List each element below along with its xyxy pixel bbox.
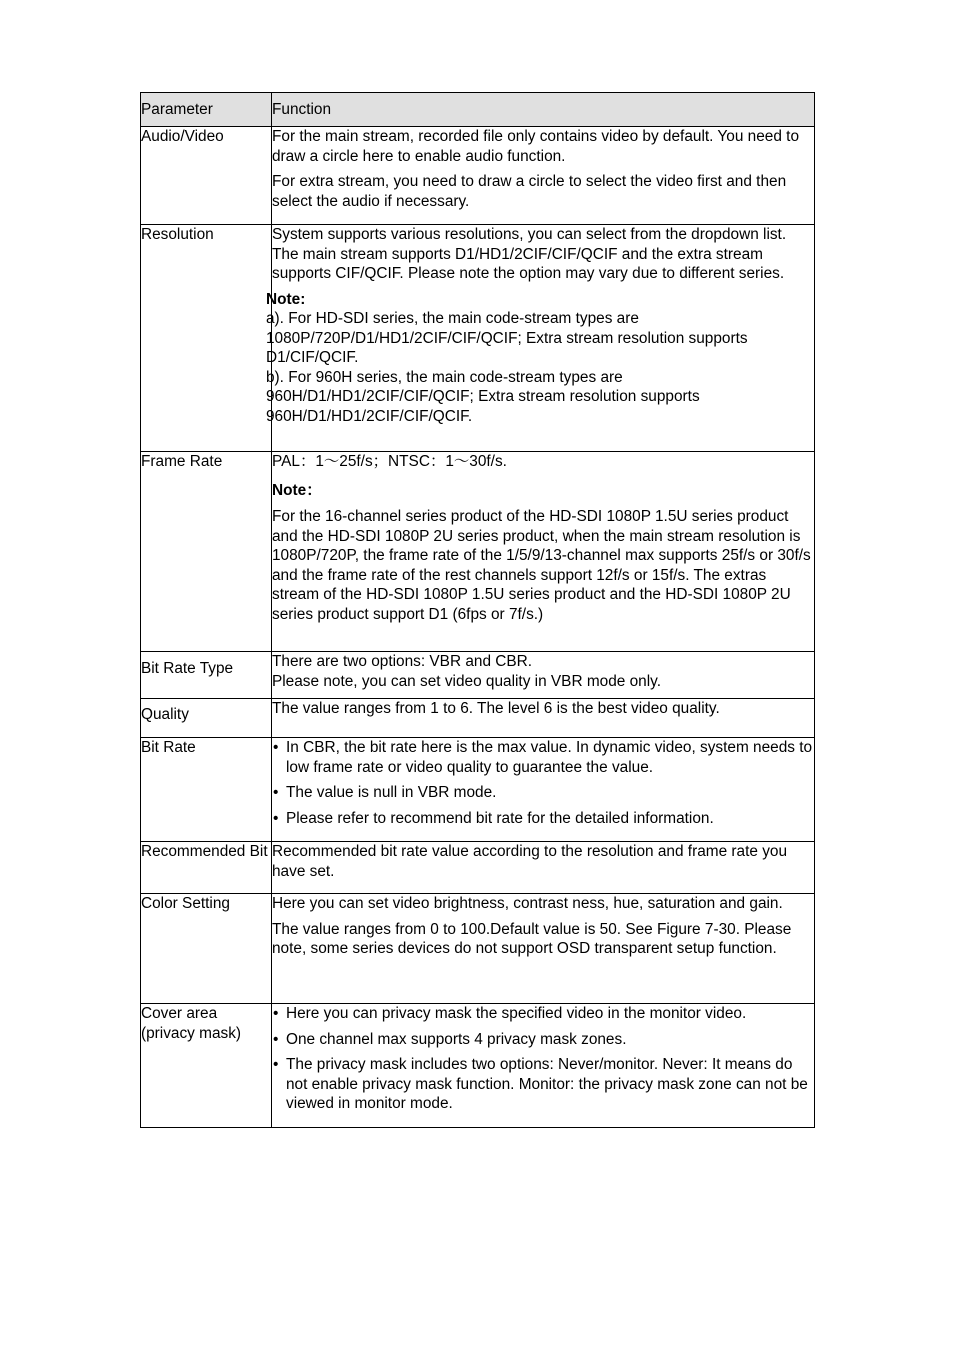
bit-rate-type-line-1: There are two options: VBR and CBR.	[272, 653, 533, 670]
param-audio-video: Audio/Video	[141, 127, 272, 225]
param-bit-rate-type: Bit Rate Type	[141, 652, 272, 699]
cover-area-bullet-2: • One channel max supports 4 privacy mask zones.	[272, 1030, 814, 1050]
function-frame-rate	[272, 452, 815, 652]
param-bit-rate: Bit Rate	[141, 738, 272, 842]
resolution-note-a: a). For HD-SDI series, the main code-stream types are 1080P/720P/D1/HD1/2CIF/CIF/QCIF; Extra stream resolution supports D1/CIF/QCIF.	[266, 310, 748, 366]
header-function: Function	[272, 93, 815, 127]
frame-rate-note-text: For the 16-channel series product of the HD-SDI 1080P 1.5U series product and the HD-SDI 1080P 2U series product, when the main stream resolution is 1080P/720P, the frame rate of the 1/5/9/13-channel max supports 25f/s or 30f/s and the frame rate of the rest channels support 12f/s or 15f/s. The extras stream of the HD-SDI 1080P 1.5U series product and the HD-SDI 1080P 2U series product support D1 (6fps or 7f/s.)	[272, 508, 811, 623]
parameter-table	[140, 92, 815, 1128]
table-row	[141, 652, 815, 699]
table-row	[141, 225, 815, 452]
function-color-setting	[272, 894, 815, 1004]
cover-area-bullet-3: • The privacy mask includes two options: Never/monitor. Never: It means do not enable privacy mask function. Monitor: the privacy mask zone can not be viewed in monitor mode.	[272, 1055, 814, 1114]
audio-video-text-2: For extra stream, you need to draw a circle to select the video first and then select the audio if necessary.	[272, 173, 787, 210]
param-color-setting: Color Setting	[141, 894, 272, 1004]
param-recommended-bit: Recommended Bit	[141, 842, 272, 894]
function-bit-rate-type	[272, 652, 815, 699]
param-resolution: Resolution	[141, 225, 272, 452]
function-bit-rate	[272, 738, 815, 842]
table-row	[141, 842, 815, 894]
header-parameter: Parameter	[141, 93, 272, 127]
table-row	[141, 127, 815, 225]
table-row	[141, 1004, 815, 1128]
function-audio-video	[272, 127, 815, 225]
audio-video-text-1: For the main stream, recorded file only contains video by default. You need to draw a circle here to enable audio function.	[272, 128, 800, 165]
bit-rate-bullet-2: • The value is null in VBR mode.	[272, 783, 814, 803]
resolution-note-b: b). For 960H series, the main code-stream types are 960H/D1/HD1/2CIF/CIF/QCIF; Extra stream resolution supports 960H/D1/HD1/2CIF/CIF/QCIF.	[266, 368, 700, 425]
table-row	[141, 699, 815, 738]
table-row	[141, 894, 815, 1004]
param-frame-rate: Frame Rate	[141, 452, 272, 652]
function-cover-area	[272, 1004, 815, 1128]
function-recommended-bit	[272, 842, 815, 894]
table-header-row	[141, 93, 815, 127]
bit-rate-bullet-1: • In CBR, the bit rate here is the max value. In dynamic video, system needs to low frame rate or video quality to guarantee the value.	[272, 738, 814, 777]
frame-rate-note-label: Note：	[272, 481, 322, 499]
resolution-text: System supports various resolutions, you can select from the dropdown list. The main stream supports D1/HD1/2CIF/CIF/QCIF and the extra stream supports CIF/QCIF. Please note the option may vary due to different series.	[272, 226, 787, 282]
bit-rate-type-line-2: Please note, you can set video quality in VBR mode only.	[272, 672, 661, 690]
cover-area-bullet-1: • Here you can privacy mask the specified video in the monitor video.	[272, 1004, 814, 1024]
function-quality	[272, 699, 815, 738]
quality-text: The value ranges from 1 to 6. The level 6 is the best video quality.	[272, 700, 720, 717]
recommended-bit-text: Recommended bit rate value according to the resolution and frame rate you have set.	[272, 843, 788, 880]
table-row	[141, 452, 815, 652]
color-setting-text-1: Here you can set video brightness, contrast ness, hue, saturation and gain.	[272, 895, 783, 912]
frame-rate-range: PAL：1～25f/s；NTSC：1～30f/s.	[272, 453, 507, 470]
param-cover-area: Cover area (privacy mask)	[141, 1004, 272, 1128]
bit-rate-bullet-3: • Please refer to recommend bit rate for the detailed information.	[272, 809, 814, 829]
table-row	[141, 738, 815, 842]
resolution-note-label: Note:	[266, 290, 306, 308]
color-setting-text-2: The value ranges from 0 to 100.Default value is 50. See Figure 7-30. Please note, some series devices do not support OSD transparent setup function.	[272, 920, 792, 957]
function-resolution	[266, 225, 815, 452]
param-quality: Quality	[141, 699, 272, 738]
